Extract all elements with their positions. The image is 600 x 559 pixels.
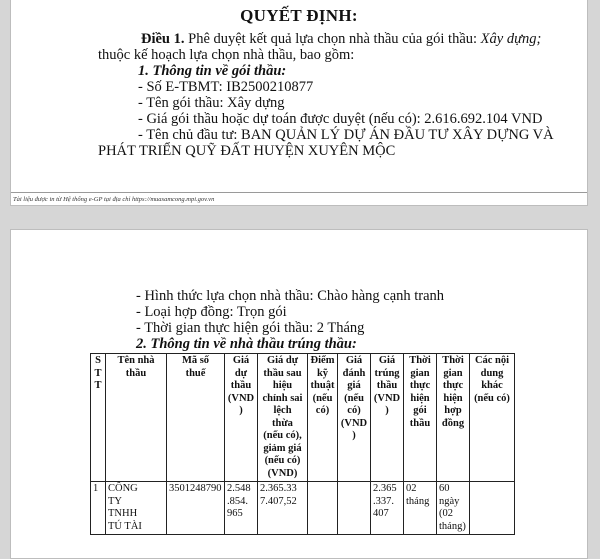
cell-evaluated-price xyxy=(338,482,371,535)
item-duration: - Thời gian thực hiện gói thầu: 2 Tháng xyxy=(136,320,365,336)
header-contract-duration: Thời gian thực hiện hợp đồng xyxy=(437,354,470,482)
cell-tax-code: 3501248790 xyxy=(167,482,225,535)
page-footer xyxy=(11,192,587,203)
cell-other-content xyxy=(470,482,515,535)
header-bidder-name: Tên nhà thầu xyxy=(106,354,167,482)
cell-bidder-name: CÔNG TY TNHH TÚ TÀI xyxy=(106,482,167,535)
article-label: Điều 1. xyxy=(141,31,185,47)
winning-bidder-table xyxy=(90,353,515,535)
header-package-duration: Thời gian thực hiện gói thầu xyxy=(404,354,437,482)
cell-stt: 1 xyxy=(91,482,106,535)
cell-package-duration: 02 tháng xyxy=(404,482,437,535)
header-technical-score: Điểm kỹ thuật (nếu có) xyxy=(308,354,338,482)
cell-bid-price: 2.548 .854. 965 xyxy=(225,482,258,535)
article-1-line-2: thuộc kế hoạch lựa chọn nhà thầu, bao gồm: xyxy=(98,47,355,63)
header-tax-code: Mã số thuế xyxy=(167,354,225,482)
cell-contract-duration: 60 ngày (02 tháng) xyxy=(437,482,470,535)
header-winning-price: Giá trúng thầu (VND ) xyxy=(371,354,404,482)
header-other-content: Các nội dung khác (nếu có) xyxy=(470,354,515,482)
article-1-line xyxy=(141,31,541,48)
document-page-1 xyxy=(10,0,588,206)
section-1-heading: 1. Thông tin về gói thầu: xyxy=(138,63,287,79)
section-2-heading: 2. Thông tin về nhà thầu trúng thầu: xyxy=(136,336,357,352)
item-investor-cont: PHÁT TRIỂN QUỸ ĐẤT HUYỆN XUYÊN MỘC xyxy=(98,143,396,159)
header-adjusted-price: Giá dự thầu sau hiệu chỉnh sai lệch thừa (nếu có), giảm giá (nếu có) (VND) xyxy=(258,354,308,482)
cell-winning-price: 2.365 .337. 407 xyxy=(371,482,404,535)
footer-note: Tài liệu được in từ Hệ thống e-GP tại địa chỉ https://muasamcong.mpi.gov.vn xyxy=(13,196,215,203)
decision-title: QUYẾT ĐỊNH: xyxy=(240,6,358,25)
item-selection-method: - Hình thức lựa chọn nhà thầu: Chào hàng cạnh tranh xyxy=(136,288,445,304)
table-row xyxy=(91,482,515,535)
cell-technical-score xyxy=(308,482,338,535)
article-text: Phê duyệt kết quả lựa chọn nhà thầu của gói thầu: xyxy=(184,31,481,47)
header-stt: S T T xyxy=(91,354,106,482)
cell-adjusted-price: 2.365.33 7.407,52 xyxy=(258,482,308,535)
item-contract-type: - Loại hợp đồng: Trọn gói xyxy=(136,304,287,320)
table-header-row xyxy=(91,354,515,482)
header-bid-price: Giá dự thầu (VND ) xyxy=(225,354,258,482)
item-investor: - Tên chủ đầu tư: BAN QUẢN LÝ DỰ ÁN ĐẦU TƯ XÂY DỰNG VÀ xyxy=(138,127,554,143)
document-page-2 xyxy=(10,229,588,559)
article-italic: Xây dựng; xyxy=(480,31,542,47)
item-etbmt: - Số E-TBMT: IB2500210877 xyxy=(138,79,314,95)
item-package-name: - Tên gói thầu: Xây dựng xyxy=(138,95,285,111)
item-package-price: - Giá gói thầu hoặc dự toán được duyệt (nếu có): 2.616.692.104 VND xyxy=(138,111,543,127)
header-evaluated-price: Giá đánh giá (nếu có) (VND ) xyxy=(338,354,371,482)
